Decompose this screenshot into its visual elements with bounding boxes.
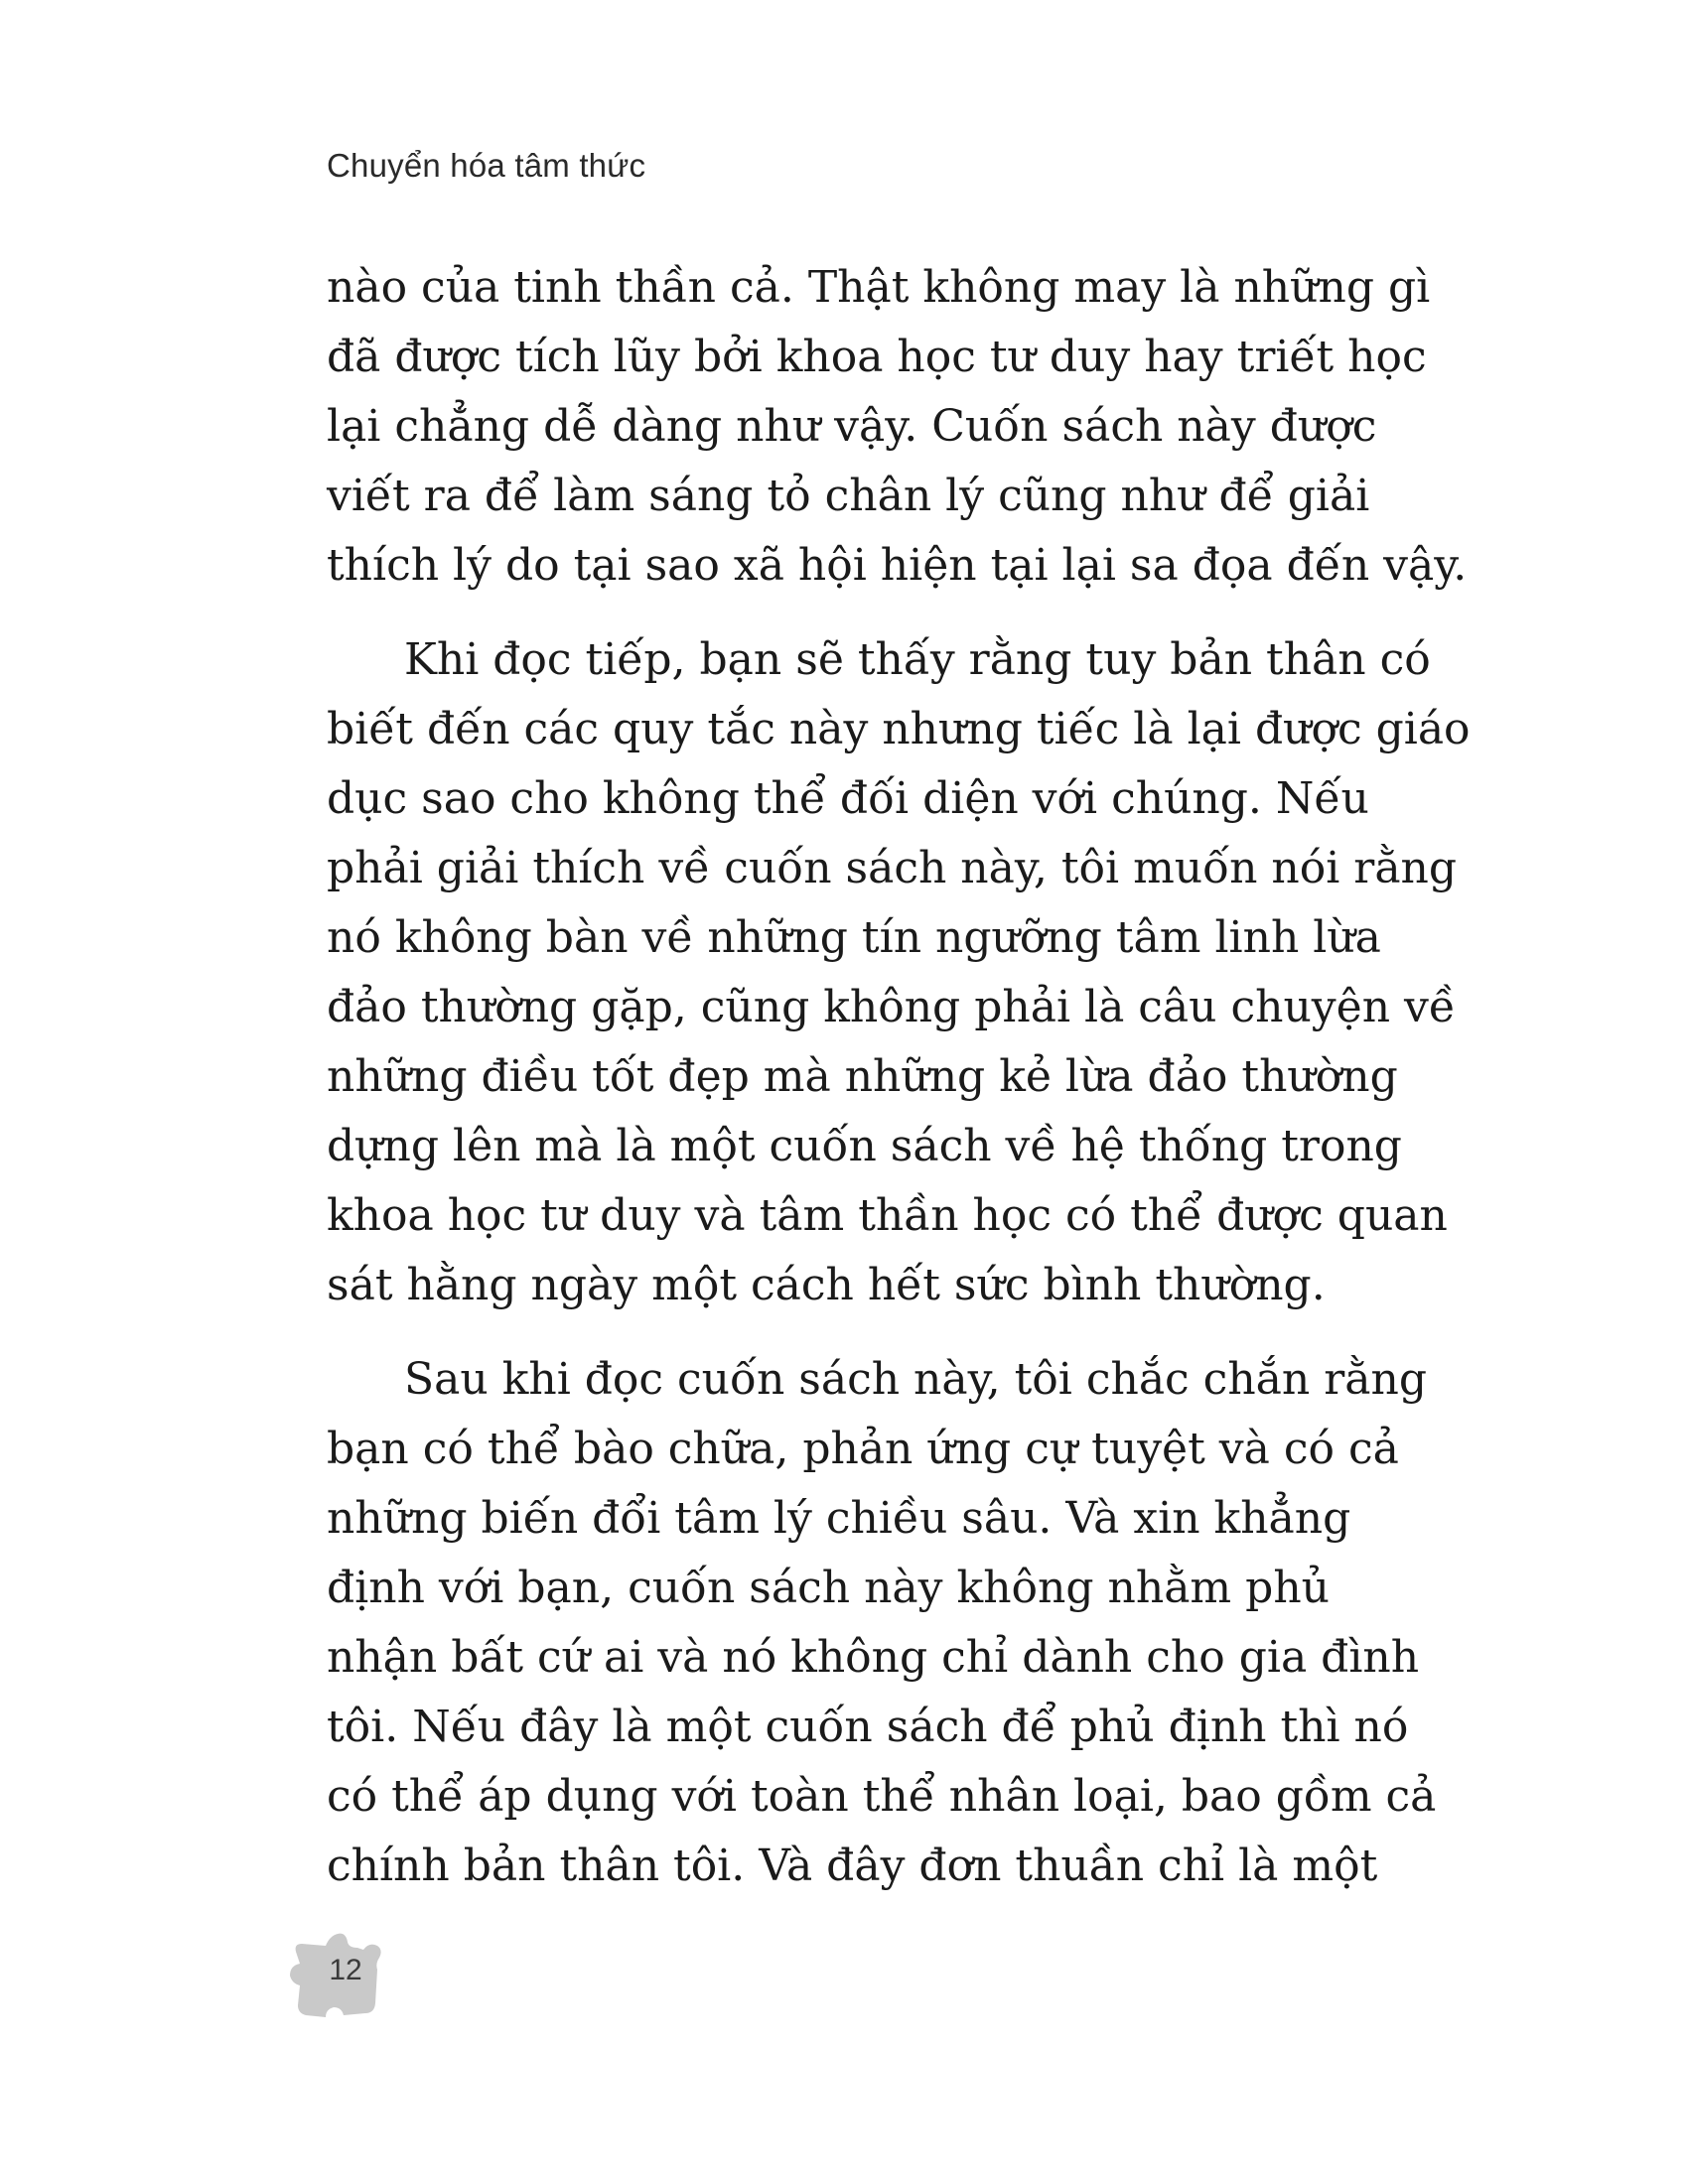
text-line: sát hằng ngày một cách hết sức bình thường. [327,1260,1326,1310]
text-line: thích lý do tại sao xã hội hiện tại lại sa đọa đến vậy. [327,540,1468,591]
page-number: 12 [329,1954,362,1986]
text-line: Khi đọc tiếp, bạn sẽ thấy rằng tuy bản thân có [404,634,1431,685]
page-number-badge [286,1924,395,2023]
text-line: có thể áp dụng với toàn thể nhân loại, bao gồm cả [327,1771,1437,1822]
text-line: nào của tinh thần cả. Thật không may là những gì [327,262,1431,313]
paragraph-1 [327,253,1468,601]
text-line: bạn có thể bào chữa, phản ứng cự tuyệt và có cả [327,1424,1399,1474]
paragraph-2 [327,625,1471,1320]
text-line: đảo thường gặp, cũng không phải là câu chuyện về [327,982,1456,1032]
text-line: viết ra để làm sáng tỏ chân lý cũng như để giải [327,471,1370,521]
text-line: nó không bàn về những tín ngưỡng tâm linh lừa [327,912,1381,963]
text-line: nhận bất cứ ai và nó không chỉ dành cho gia đình [327,1632,1420,1683]
text-line: khoa học tư duy và tâm thần học có thể được quan [327,1190,1448,1241]
text-line: lại chẳng dễ dàng như vậy. Cuốn sách này được [327,401,1377,452]
text-line: định với bạn, cuốn sách này không nhằm phủ [327,1563,1330,1613]
text-line: biết đến các quy tắc này nhưng tiếc là lại được giáo [327,704,1471,754]
text-line: Sau khi đọc cuốn sách này, tôi chắc chắn rằng [404,1354,1427,1405]
text-line: những điều tốt đẹp mà những kẻ lừa đảo thường [327,1051,1398,1102]
text-line: phải giải thích về cuốn sách này, tôi muốn nói rằng [327,843,1458,893]
paragraph-3 [327,1345,1437,1901]
text-line: đã được tích lũy bởi khoa học tư duy hay triết học [327,332,1427,382]
text-line: chính bản thân tôi. Và đây đơn thuần chỉ là một [327,1841,1378,1891]
text-line: tôi. Nếu đây là một cuốn sách để phủ định thì nó [327,1702,1409,1752]
running-header: Chuyển hóa tâm thức [327,147,646,184]
body-text [327,253,1471,1926]
text-line: dựng lên mà là một cuốn sách về hệ thống trong [327,1121,1402,1171]
text-line: những biến đổi tâm lý chiều sâu. Và xin khẳng [327,1493,1351,1544]
text-line: dục sao cho không thể đối diện với chúng. Nếu [327,773,1369,824]
